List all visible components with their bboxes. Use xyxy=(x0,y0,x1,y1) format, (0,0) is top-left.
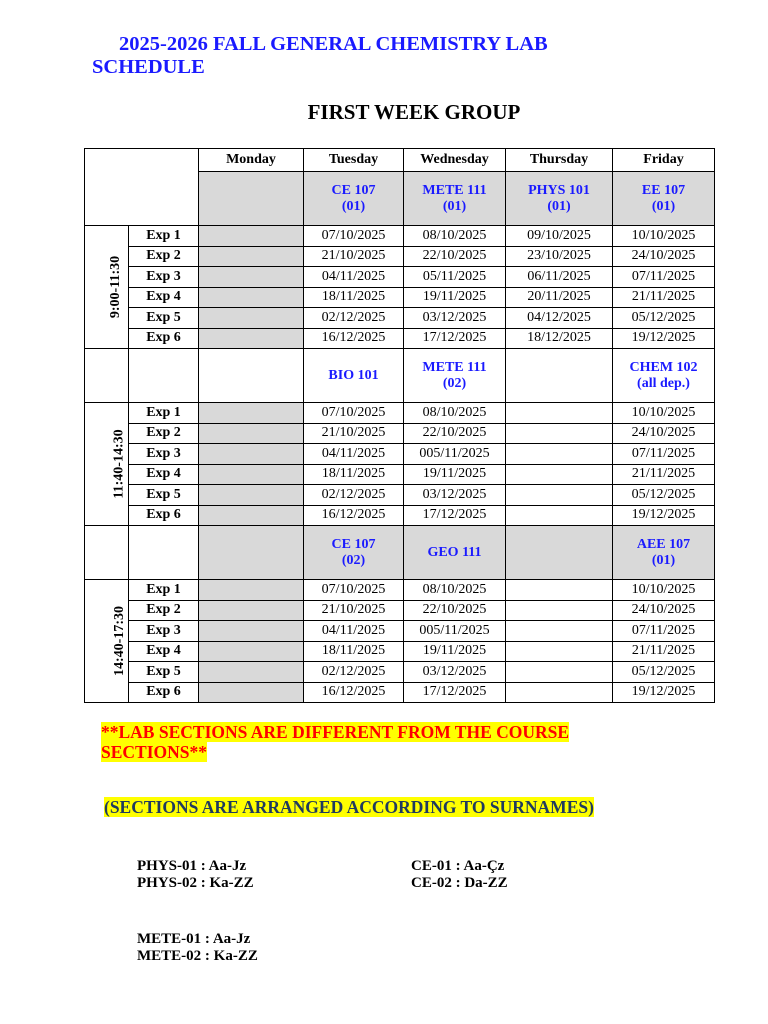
warning-line-1: **LAB SECTIONS ARE DIFFERENT FROM THE COURSE xyxy=(101,722,570,742)
date-cell-wed: 19/11/2025 xyxy=(404,464,506,485)
exp-label: Exp 5 xyxy=(129,662,199,683)
ce-section-2: CE-02 : Da-ZZ xyxy=(411,875,508,891)
date-cell-thu xyxy=(506,464,613,485)
exp-row xyxy=(85,328,715,349)
course-section: (all dep.) xyxy=(637,375,690,391)
date-cell-tue: 07/10/2025 xyxy=(304,403,404,424)
day-header-thursday: Thursday xyxy=(506,149,613,172)
date-cell-thu xyxy=(506,641,613,662)
date-cell-tue: 02/12/2025 xyxy=(304,308,404,329)
date-cell-wed: 22/10/2025 xyxy=(404,246,506,267)
date-cell-wed: 05/11/2025 xyxy=(404,267,506,288)
time-slot-label: 14:40-17:30 xyxy=(112,606,127,676)
course-section: (02) xyxy=(341,552,366,568)
date-cell-wed: 005/11/2025 xyxy=(404,621,506,642)
exp-label: Exp 3 xyxy=(129,267,199,288)
exp-row xyxy=(85,641,715,662)
date-cell-tue: 18/11/2025 xyxy=(304,464,404,485)
date-cell-fri: 19/12/2025 xyxy=(613,505,715,526)
course-cell-fri xyxy=(613,349,715,403)
date-cell-fri: 24/10/2025 xyxy=(613,246,715,267)
course-cell-thu xyxy=(506,526,613,580)
document-title xyxy=(92,33,692,79)
lab-sections-warning xyxy=(101,722,701,762)
date-cell-thu xyxy=(506,485,613,506)
course-cell-mon xyxy=(199,172,304,226)
exp-label: Exp 4 xyxy=(129,287,199,308)
exp-label: Exp 4 xyxy=(129,641,199,662)
date-cell-wed: 03/12/2025 xyxy=(404,485,506,506)
course-cell-mon xyxy=(199,349,304,403)
exp-label: Exp 1 xyxy=(129,226,199,247)
exp-label: Exp 2 xyxy=(129,423,199,444)
course-section: (01) xyxy=(341,198,366,214)
date-cell-fri: 07/11/2025 xyxy=(613,267,715,288)
date-cell-thu xyxy=(506,682,613,703)
exp-label: Exp 5 xyxy=(129,308,199,329)
ce-sections xyxy=(411,858,508,892)
date-cell-mon xyxy=(199,226,304,247)
lab-schedule-table xyxy=(84,148,715,703)
date-cell-fri: 21/11/2025 xyxy=(613,287,715,308)
course-code: METE 111 xyxy=(422,359,487,375)
course-code: BIO 101 xyxy=(328,367,379,383)
date-cell-thu: 04/12/2025 xyxy=(506,308,613,329)
course-section: (02) xyxy=(442,375,467,391)
date-cell-mon xyxy=(199,403,304,424)
exp-row xyxy=(85,682,715,703)
course-code: AEE 107 xyxy=(636,536,691,552)
time-slot-cell xyxy=(85,580,129,703)
mete-section-2: METE-02 : Ka-ZZ xyxy=(137,948,258,964)
phys-section-1: PHYS-01 : Aa-Jz xyxy=(137,858,247,874)
date-cell-tue: 21/10/2025 xyxy=(304,246,404,267)
date-cell-thu xyxy=(506,423,613,444)
exp-label: Exp 3 xyxy=(129,621,199,642)
warning-line-2: SECTIONS** xyxy=(101,742,208,762)
date-cell-tue: 07/10/2025 xyxy=(304,580,404,601)
course-code: EE 107 xyxy=(641,182,686,198)
date-cell-thu xyxy=(506,600,613,621)
date-cell-mon xyxy=(199,444,304,465)
course-cell-tue xyxy=(304,172,404,226)
date-cell-mon xyxy=(199,641,304,662)
exp-label: Exp 2 xyxy=(129,246,199,267)
date-cell-wed: 08/10/2025 xyxy=(404,226,506,247)
date-cell-mon xyxy=(199,464,304,485)
course-cell-wed xyxy=(404,349,506,403)
date-cell-tue: 16/12/2025 xyxy=(304,328,404,349)
exp-label: Exp 6 xyxy=(129,505,199,526)
course-cell-wed xyxy=(404,526,506,580)
course-code: METE 111 xyxy=(422,182,487,198)
date-cell-tue: 16/12/2025 xyxy=(304,505,404,526)
date-cell-wed: 005/11/2025 xyxy=(404,444,506,465)
date-cell-mon xyxy=(199,267,304,288)
course-cell-tue xyxy=(304,526,404,580)
exp-row xyxy=(85,403,715,424)
date-cell-fri: 19/12/2025 xyxy=(613,328,715,349)
course-section: (01) xyxy=(547,198,571,214)
title-line-1: 2025-2026 FALL GENERAL CHEMISTRY LAB xyxy=(119,33,548,55)
exp-row xyxy=(85,485,715,506)
course-section: (01) xyxy=(651,552,676,568)
title-line-2: SCHEDULE xyxy=(92,56,205,78)
course-section: (01) xyxy=(651,198,676,214)
date-cell-tue: 04/11/2025 xyxy=(304,621,404,642)
exp-label: Exp 1 xyxy=(129,580,199,601)
exp-label: Exp 5 xyxy=(129,485,199,506)
date-cell-fri: 05/12/2025 xyxy=(613,308,715,329)
course-cell-fri xyxy=(613,172,715,226)
exp-row xyxy=(85,444,715,465)
course-row xyxy=(85,349,715,403)
course-code: CHEM 102 xyxy=(629,359,698,375)
exp-label: Exp 1 xyxy=(129,403,199,424)
course-cell-thu xyxy=(506,349,613,403)
day-header-tuesday: Tuesday xyxy=(304,149,404,172)
date-cell-thu xyxy=(506,580,613,601)
date-cell-tue: 21/10/2025 xyxy=(304,423,404,444)
course-row-blank xyxy=(85,349,129,403)
phys-section-2: PHYS-02 : Ka-ZZ xyxy=(137,875,254,891)
date-cell-thu xyxy=(506,444,613,465)
time-slot-cell xyxy=(85,403,129,526)
date-cell-tue: 18/11/2025 xyxy=(304,287,404,308)
course-cell-wed xyxy=(404,172,506,226)
date-cell-tue: 02/12/2025 xyxy=(304,662,404,683)
date-cell-mon xyxy=(199,662,304,683)
course-code: GEO 111 xyxy=(427,544,482,560)
course-code: PHYS 101 xyxy=(528,182,590,198)
date-cell-thu: 18/12/2025 xyxy=(506,328,613,349)
date-cell-wed: 19/11/2025 xyxy=(404,641,506,662)
date-cell-fri: 24/10/2025 xyxy=(613,600,715,621)
schedule-body xyxy=(85,226,715,703)
ce-section-1: CE-01 : Aa-Çz xyxy=(411,858,505,874)
date-cell-fri: 21/11/2025 xyxy=(613,641,715,662)
date-cell-wed: 08/10/2025 xyxy=(404,403,506,424)
date-cell-tue: 04/11/2025 xyxy=(304,267,404,288)
exp-row xyxy=(85,580,715,601)
exp-row xyxy=(85,226,715,247)
date-cell-fri: 10/10/2025 xyxy=(613,226,715,247)
date-cell-wed: 17/12/2025 xyxy=(404,505,506,526)
exp-row xyxy=(85,423,715,444)
date-cell-mon xyxy=(199,246,304,267)
exp-row xyxy=(85,662,715,683)
date-cell-mon xyxy=(199,308,304,329)
course-cell-thu xyxy=(506,172,613,226)
surname-note-text: (SECTIONS ARE ARRANGED ACCORDING TO SURNAMES) xyxy=(104,797,594,817)
course-cell-mon xyxy=(199,526,304,580)
exp-row xyxy=(85,267,715,288)
date-cell-mon xyxy=(199,287,304,308)
date-cell-fri: 10/10/2025 xyxy=(613,403,715,424)
week-group-heading: FIRST WEEK GROUP xyxy=(307,100,521,124)
date-cell-fri: 10/10/2025 xyxy=(613,580,715,601)
exp-row xyxy=(85,464,715,485)
date-cell-fri: 05/12/2025 xyxy=(613,662,715,683)
time-slot-label: 11:40-14:30 xyxy=(111,429,127,499)
date-cell-fri: 05/12/2025 xyxy=(613,485,715,506)
date-cell-tue: 04/11/2025 xyxy=(304,444,404,465)
mete-sections xyxy=(137,931,258,965)
date-cell-fri: 24/10/2025 xyxy=(613,423,715,444)
date-cell-mon xyxy=(199,328,304,349)
date-cell-thu: 06/11/2025 xyxy=(506,267,613,288)
course-row-blank xyxy=(129,349,199,403)
date-cell-thu xyxy=(506,403,613,424)
date-cell-fri: 21/11/2025 xyxy=(613,464,715,485)
date-cell-thu: 20/11/2025 xyxy=(506,287,613,308)
course-row-blank xyxy=(129,526,199,580)
date-cell-wed: 08/10/2025 xyxy=(404,580,506,601)
date-cell-tue: 02/12/2025 xyxy=(304,485,404,506)
course-row-blank xyxy=(85,526,129,580)
course-code: CE 107 xyxy=(331,536,376,552)
date-cell-mon xyxy=(199,423,304,444)
mete-section-1: METE-01 : Aa-Jz xyxy=(137,931,251,947)
exp-label: Exp 3 xyxy=(129,444,199,465)
exp-row xyxy=(85,308,715,329)
date-cell-wed: 22/10/2025 xyxy=(404,600,506,621)
surname-note xyxy=(104,797,594,817)
exp-row xyxy=(85,246,715,267)
exp-row xyxy=(85,621,715,642)
time-slot-label: 9:00-11:30 xyxy=(108,255,124,319)
date-cell-wed: 19/11/2025 xyxy=(404,287,506,308)
day-header-wednesday: Wednesday xyxy=(404,149,506,172)
date-cell-wed: 17/12/2025 xyxy=(404,682,506,703)
course-cell-tue xyxy=(304,349,404,403)
date-cell-tue: 18/11/2025 xyxy=(304,641,404,662)
exp-label: Exp 2 xyxy=(129,600,199,621)
date-cell-thu: 09/10/2025 xyxy=(506,226,613,247)
date-cell-thu: 23/10/2025 xyxy=(506,246,613,267)
date-cell-fri: 07/11/2025 xyxy=(613,621,715,642)
date-cell-fri: 19/12/2025 xyxy=(613,682,715,703)
course-cell-fri xyxy=(613,526,715,580)
exp-row xyxy=(85,600,715,621)
date-cell-wed: 03/12/2025 xyxy=(404,662,506,683)
course-row xyxy=(85,526,715,580)
phys-sections xyxy=(137,858,254,892)
date-cell-mon xyxy=(199,485,304,506)
date-cell-wed: 03/12/2025 xyxy=(404,308,506,329)
exp-row xyxy=(85,287,715,308)
date-cell-wed: 17/12/2025 xyxy=(404,328,506,349)
exp-label: Exp 6 xyxy=(129,328,199,349)
day-header-monday: Monday xyxy=(199,149,304,172)
course-section: (01) xyxy=(442,198,467,214)
time-slot-cell xyxy=(85,226,129,349)
exp-label: Exp 6 xyxy=(129,682,199,703)
date-cell-mon xyxy=(199,580,304,601)
date-cell-thu xyxy=(506,662,613,683)
date-cell-thu xyxy=(506,621,613,642)
date-cell-mon xyxy=(199,505,304,526)
date-cell-mon xyxy=(199,682,304,703)
date-cell-mon xyxy=(199,600,304,621)
day-header-row xyxy=(85,149,715,172)
day-header-friday: Friday xyxy=(613,149,715,172)
date-cell-thu xyxy=(506,505,613,526)
date-cell-tue: 16/12/2025 xyxy=(304,682,404,703)
date-cell-fri: 07/11/2025 xyxy=(613,444,715,465)
exp-row xyxy=(85,505,715,526)
date-cell-mon xyxy=(199,621,304,642)
date-cell-tue: 21/10/2025 xyxy=(304,600,404,621)
exp-label: Exp 4 xyxy=(129,464,199,485)
corner-cell xyxy=(85,149,199,226)
date-cell-tue: 07/10/2025 xyxy=(304,226,404,247)
course-code: CE 107 xyxy=(331,182,376,198)
date-cell-wed: 22/10/2025 xyxy=(404,423,506,444)
